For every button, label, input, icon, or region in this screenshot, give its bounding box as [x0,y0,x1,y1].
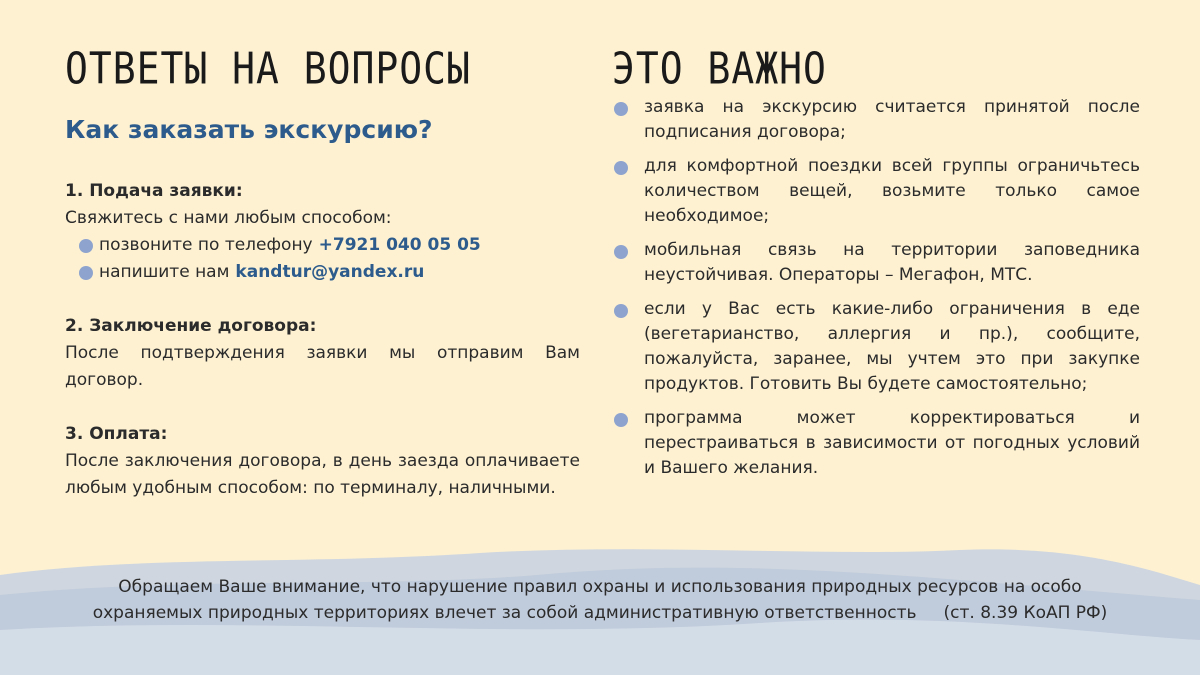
important-item-text: если у Вас есть какие-либо ограничения в еде (вегетарианство, аллергия и пр.), сообщите, пожалуйста, заранее, мы учтем это при закупке продуктов. Готовить Вы будете самостоятельно; [644,299,1140,394]
step-payment [65,421,580,502]
legal-notice-line-1: Обращаем Ваше внимание, что нарушение правил охраны и использования природных ресурсов на особо [118,577,1082,597]
phone-number-link[interactable]: +7921 040 05 05 [318,235,481,255]
important-item [612,154,1140,229]
bullet-icon [614,161,628,175]
bullet-icon [614,102,628,116]
contact-phone-label: позвоните по телефону [99,235,313,255]
important-item [612,297,1140,397]
bullet-icon [614,413,628,427]
step-contract-text: После подтверждения заявки мы отправим Вам договор. [65,343,580,390]
important-list [612,95,1140,481]
contact-email-label: напишите нам [99,262,230,282]
important-heading: ЭТО ВАЖНО [612,43,827,95]
faq-subtitle: Как заказать экскурсию? [65,115,433,144]
contact-phone [79,232,580,259]
important-item-text: заявка на экскурсию считается принятой после подписания договора; [644,97,1140,142]
important-item [612,406,1140,481]
faq-heading: ОТВЕТЫ НА ВОПРОСЫ [65,43,471,95]
step-payment-title: 3. Оплата: [65,424,168,444]
bullet-icon [614,304,628,318]
step-application [65,178,580,286]
step-payment-text: После заключения договора, в день заезда оплачиваете любым удобным способом: по терминалу, наличными. [65,451,580,498]
bullet-icon [79,239,93,253]
legal-notice-line-2: охраняемых природных территориях влечет за собой административную ответственность (ст. 8.39 КоАП РФ) [92,603,1108,623]
important-item [612,95,1140,145]
step-contract-title: 2. Заключение договора: [65,316,317,336]
important-item-text: программа может корректироваться и перестраиваться в зависимости от погодных условий и Вашего желания. [644,408,1140,478]
important-column [612,40,1140,490]
email-link[interactable]: kandtur@yandex.ru [235,262,425,282]
step-application-title: 1. Подача заявки: [65,181,243,201]
faq-column [65,40,580,502]
important-item [612,238,1140,288]
legal-notice [60,574,1140,626]
important-item-text: для комфортной поездки всей группы ограничьтесь количеством вещей, возьмите только самое необходимое; [644,156,1140,226]
important-item-text: мобильная связь на территории заповедника неустойчивая. Операторы – Мегафон, МТС. [644,240,1140,285]
contact-list [79,232,580,286]
contact-email [79,259,580,286]
bullet-icon [614,245,628,259]
step-contract [65,313,580,394]
step-application-intro: Свяжитесь с нами любым способом: [65,208,392,228]
bullet-icon [79,266,93,280]
